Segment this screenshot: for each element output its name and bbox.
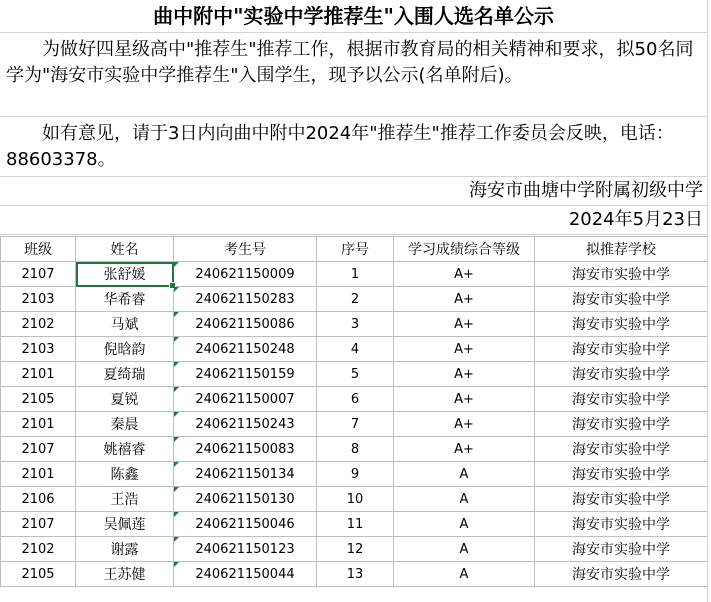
school-cell[interactable]: 海安市实验中学 xyxy=(535,412,708,437)
grade-level-cell[interactable]: A+ xyxy=(394,412,535,437)
grade-level-cell[interactable]: A xyxy=(394,562,535,587)
exam-number-cell[interactable]: 240621150159 xyxy=(174,362,317,387)
name-cell[interactable]: 夏锐 xyxy=(76,387,174,412)
table-row xyxy=(1,487,708,512)
objection-paragraph: 如有意见，请于3日内向曲中附中2024年"推荐生"推荐工作委员会反映，电话：88603378。 xyxy=(0,117,707,177)
school-cell[interactable]: 海安市实验中学 xyxy=(535,337,708,362)
name-cell[interactable]: 张舒媛 xyxy=(76,262,174,287)
sequence-cell[interactable]: 6 xyxy=(317,387,394,412)
school-cell[interactable]: 海安市实验中学 xyxy=(535,387,708,412)
candidate-table xyxy=(0,236,708,587)
school-cell[interactable]: 海安市实验中学 xyxy=(535,287,708,312)
exam-number-cell[interactable]: 240621150083 xyxy=(174,437,317,462)
exam-number-cell[interactable]: 240621150044 xyxy=(174,562,317,587)
name-cell[interactable]: 谢露 xyxy=(76,537,174,562)
grade-level-cell[interactable]: A xyxy=(394,512,535,537)
page-title: 曲中附中"实验中学推荐生"入围人选名单公示 xyxy=(0,0,707,33)
school-cell[interactable]: 海安市实验中学 xyxy=(535,312,708,337)
table-row xyxy=(1,262,708,287)
grade-level-cell[interactable]: A xyxy=(394,462,535,487)
sequence-cell[interactable]: 10 xyxy=(317,487,394,512)
header-class: 班级 xyxy=(1,237,76,262)
table-row xyxy=(1,287,708,312)
class-cell[interactable]: 2102 xyxy=(1,312,76,337)
name-cell[interactable]: 王浩 xyxy=(76,487,174,512)
header-recommended-school: 拟推荐学校 xyxy=(535,237,708,262)
exam-number-cell[interactable]: 240621150248 xyxy=(174,337,317,362)
header-exam-number: 考生号 xyxy=(174,237,317,262)
sequence-cell[interactable]: 9 xyxy=(317,462,394,487)
name-cell[interactable]: 吴佩莲 xyxy=(76,512,174,537)
name-cell[interactable]: 姚禧睿 xyxy=(76,437,174,462)
header-sequence: 序号 xyxy=(317,237,394,262)
grade-level-cell[interactable]: A xyxy=(394,487,535,512)
class-cell[interactable]: 2103 xyxy=(1,287,76,312)
exam-number-cell[interactable]: 240621150123 xyxy=(174,537,317,562)
name-cell[interactable]: 秦晨 xyxy=(76,412,174,437)
table-row xyxy=(1,312,708,337)
exam-number-cell[interactable]: 240621150283 xyxy=(174,287,317,312)
table-row xyxy=(1,462,708,487)
class-cell[interactable]: 2102 xyxy=(1,537,76,562)
grade-level-cell[interactable]: A+ xyxy=(394,387,535,412)
school-cell[interactable]: 海安市实验中学 xyxy=(535,537,708,562)
exam-number-cell[interactable]: 240621150130 xyxy=(174,487,317,512)
school-cell[interactable]: 海安市实验中学 xyxy=(535,512,708,537)
grade-level-cell[interactable]: A+ xyxy=(394,312,535,337)
name-cell[interactable]: 马斌 xyxy=(76,312,174,337)
table-row xyxy=(1,387,708,412)
grade-level-cell[interactable]: A+ xyxy=(394,287,535,312)
grade-level-cell[interactable]: A xyxy=(394,537,535,562)
class-cell[interactable]: 2105 xyxy=(1,562,76,587)
class-cell[interactable]: 2101 xyxy=(1,362,76,387)
class-cell[interactable]: 2107 xyxy=(1,512,76,537)
sequence-cell[interactable]: 2 xyxy=(317,287,394,312)
exam-number-cell[interactable]: 240621150007 xyxy=(174,387,317,412)
table-row xyxy=(1,537,708,562)
name-cell[interactable]: 夏绮瑞 xyxy=(76,362,174,387)
name-cell[interactable]: 王苏健 xyxy=(76,562,174,587)
school-cell[interactable]: 海安市实验中学 xyxy=(535,462,708,487)
grade-level-cell[interactable]: A+ xyxy=(394,362,535,387)
table-row xyxy=(1,412,708,437)
class-cell[interactable]: 2107 xyxy=(1,262,76,287)
grade-level-cell[interactable]: A+ xyxy=(394,262,535,287)
table-row xyxy=(1,337,708,362)
class-cell[interactable]: 2106 xyxy=(1,487,76,512)
sequence-cell[interactable]: 12 xyxy=(317,537,394,562)
table-row xyxy=(1,562,708,587)
sequence-cell[interactable]: 8 xyxy=(317,437,394,462)
table-row xyxy=(1,437,708,462)
sequence-cell[interactable]: 11 xyxy=(317,512,394,537)
school-cell[interactable]: 海安市实验中学 xyxy=(535,562,708,587)
sequence-cell[interactable]: 4 xyxy=(317,337,394,362)
exam-number-cell[interactable]: 240621150243 xyxy=(174,412,317,437)
table-body xyxy=(1,262,708,587)
class-cell[interactable]: 2103 xyxy=(1,337,76,362)
sequence-cell[interactable]: 5 xyxy=(317,362,394,387)
exam-number-cell[interactable]: 240621150009 xyxy=(174,262,317,287)
sequence-cell[interactable]: 13 xyxy=(317,562,394,587)
school-cell[interactable]: 海安市实验中学 xyxy=(535,437,708,462)
signature-school: 海安市曲塘中学附属初级中学 xyxy=(0,177,707,206)
announcement-paragraph: 为做好四星级高中"推荐生"推荐工作，根据市教育局的相关精神和要求，拟50名同学为"海安市实验中学推荐生"入围学生，现予以公示(名单附后)。 xyxy=(0,33,707,117)
class-cell[interactable]: 2101 xyxy=(1,462,76,487)
school-cell[interactable]: 海安市实验中学 xyxy=(535,487,708,512)
grade-level-cell[interactable]: A+ xyxy=(394,437,535,462)
school-cell[interactable]: 海安市实验中学 xyxy=(535,262,708,287)
class-cell[interactable]: 2101 xyxy=(1,412,76,437)
header-name: 姓名 xyxy=(76,237,174,262)
sequence-cell[interactable]: 1 xyxy=(317,262,394,287)
exam-number-cell[interactable]: 240621150046 xyxy=(174,512,317,537)
name-cell[interactable]: 华希睿 xyxy=(76,287,174,312)
exam-number-cell[interactable]: 240621150086 xyxy=(174,312,317,337)
school-cell[interactable]: 海安市实验中学 xyxy=(535,362,708,387)
table-header-row xyxy=(1,237,708,262)
name-cell[interactable]: 陈鑫 xyxy=(76,462,174,487)
exam-number-cell[interactable]: 240621150134 xyxy=(174,462,317,487)
sheet-right-border xyxy=(707,0,708,602)
name-cell[interactable]: 倪晗韵 xyxy=(76,337,174,362)
table-row xyxy=(1,362,708,387)
sequence-cell[interactable]: 3 xyxy=(317,312,394,337)
grade-level-cell[interactable]: A+ xyxy=(394,337,535,362)
table-row xyxy=(1,512,708,537)
class-cell[interactable]: 2105 xyxy=(1,387,76,412)
header-grade-level: 学习成绩综合等级 xyxy=(394,237,535,262)
class-cell[interactable]: 2107 xyxy=(1,437,76,462)
sequence-cell[interactable]: 7 xyxy=(317,412,394,437)
signature-date: 2024年5月23日 xyxy=(0,206,707,235)
